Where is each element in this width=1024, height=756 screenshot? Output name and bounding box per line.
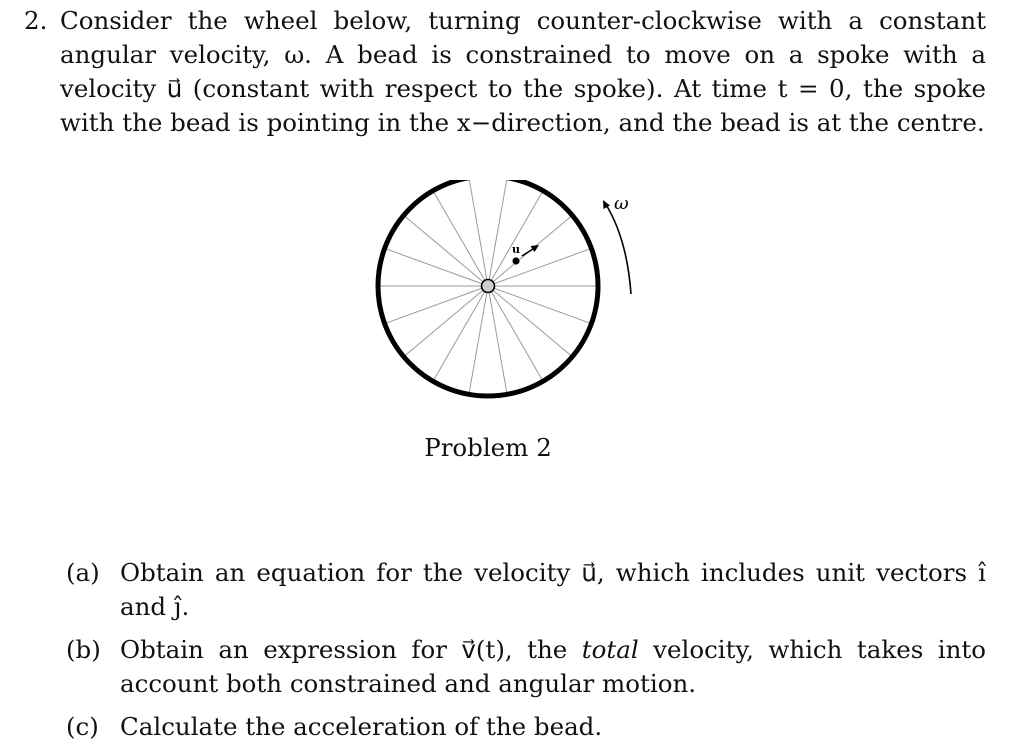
velocity-arrowhead: [531, 245, 540, 252]
part-b-text: [120, 633, 986, 701]
part-c: [66, 710, 986, 744]
part-b-emphasis: total: [581, 635, 639, 664]
wheel-diagram: [360, 180, 650, 410]
bead: [512, 257, 519, 264]
part-c-label: (c): [66, 712, 99, 741]
spoke: [387, 286, 488, 323]
spoke: [387, 249, 488, 286]
rotation-arc: [605, 203, 631, 294]
figure-caption: Problem 2: [424, 433, 552, 462]
omega-label: ω: [614, 193, 629, 214]
part-a: [66, 556, 986, 624]
spoke: [405, 286, 488, 355]
spoke: [405, 217, 488, 286]
wheel-hub: [482, 280, 495, 293]
spoke: [488, 249, 589, 286]
problem-text: Consider the wheel below, turning counter-clockwise with a constant angular velocity, ω. A bead is constrained to move on a spoke with a velocity u⃗ (constant with respect to the spoke). At time t = 0, the spoke with the bead is pointing in the x−direction, and the bead is at the centre.: [60, 6, 986, 137]
spoke: [488, 286, 571, 355]
problem-statement: [24, 4, 986, 140]
problem-number: 2.: [24, 6, 48, 35]
part-c-text: Calculate the acceleration of the bead.: [120, 712, 603, 741]
part-a-label: (a): [66, 558, 100, 587]
part-b: [66, 633, 986, 701]
question-parts: [66, 556, 986, 753]
part-b-text-end: velocity, which takes into account both constrained and angular motion.: [120, 635, 986, 698]
part-a-text: Obtain an equation for the velocity u⃗, which includes unit vectors ı̂ and ȷ̂.: [120, 558, 986, 621]
part-b-label: (b): [66, 635, 101, 664]
wheel-figure: [360, 180, 650, 410]
bead-velocity-label: u: [512, 243, 520, 256]
part-b-text-start: Obtain an expression for v⃗(t), the: [120, 635, 582, 664]
spoke: [488, 286, 589, 323]
rotation-arrowhead: [603, 200, 610, 209]
